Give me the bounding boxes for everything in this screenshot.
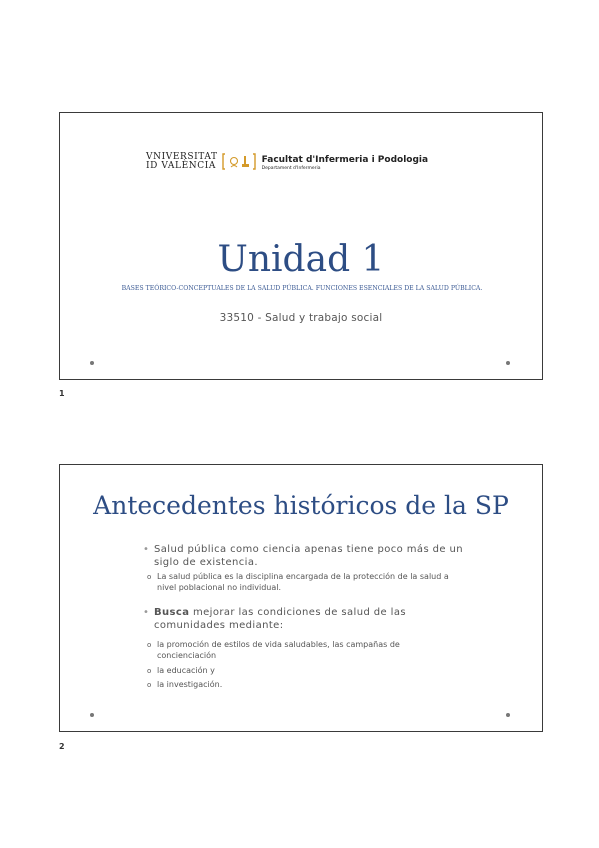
slide-2 (59, 464, 543, 732)
university-name: VNIVERSITAT ID VALÈNCIA (146, 152, 218, 171)
bullet-item: • Salud pública como ciencia apenas tiene poco más de un siglo de existencia. (143, 544, 463, 568)
faculty-name: Facultat d'Infermeria i Podologia Departament d'Infermeria (261, 155, 429, 171)
bullet-item: • Busca mejorar las condiciones de salud de las comunidades mediante: (143, 607, 406, 631)
corner-dot (506, 361, 510, 365)
sub-bullet-item: o la investigación. (147, 680, 223, 689)
university-emblem-icon (222, 153, 256, 169)
circle-bullet-icon: o (147, 573, 152, 581)
slide-subtitle: BASES TEÓRICO-CONCEPTUALES DE LA SALUD PÚBLICA. FUNCIONES ESENCIALES DE LA SALUD PÚBLICA. (121, 285, 483, 292)
circle-bullet-icon: o (147, 641, 152, 649)
corner-dot (90, 361, 94, 365)
page-number: 1 (59, 389, 65, 398)
bullet-icon: • (143, 544, 150, 555)
slide-1 (59, 112, 543, 380)
sub-bullet-item: o la promoción de estilos de vida saludables, las campañas de concienciación (147, 640, 400, 660)
sub-bullet-item: o la educación y (147, 666, 215, 675)
slide-title: Antecedentes históricos de la SP (93, 491, 509, 520)
corner-dot (90, 713, 94, 717)
university-logo (146, 153, 428, 179)
slide-title: Unidad 1 (217, 239, 385, 280)
sub-bullet-item: o La salud pública es la disciplina encargada de la protección de la salud a nivel poblacional no individual. (147, 572, 449, 592)
circle-bullet-icon: o (147, 681, 152, 689)
corner-dot (506, 713, 510, 717)
page-number: 2 (59, 742, 65, 751)
bullet-icon: • (143, 607, 150, 618)
course-code: 33510 - Salud y trabajo social (219, 312, 383, 324)
circle-bullet-icon: o (147, 667, 152, 675)
